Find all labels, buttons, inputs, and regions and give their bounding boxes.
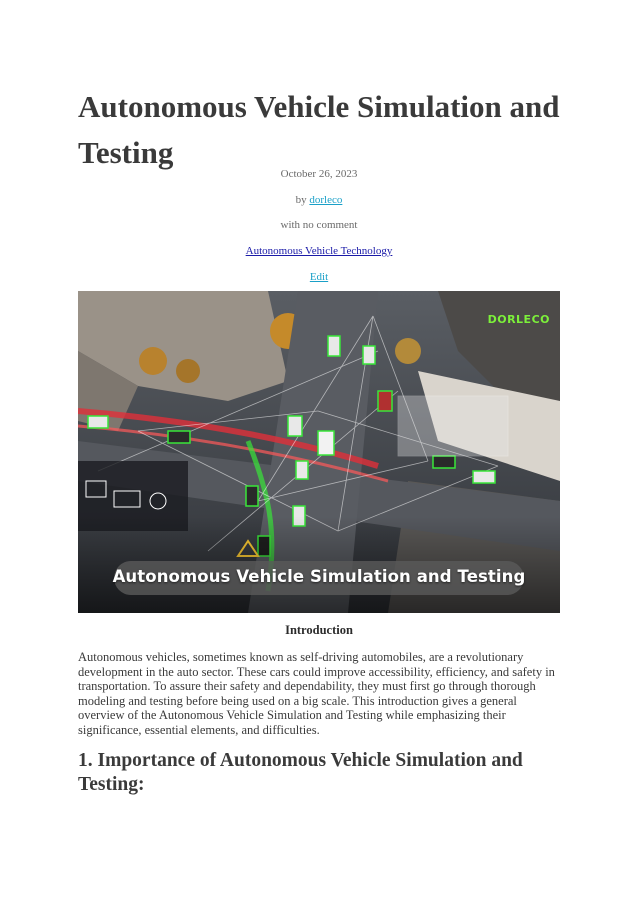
- category-line: [78, 244, 560, 258]
- by-prefix: by: [295, 194, 310, 206]
- hero-illustration: [78, 291, 560, 613]
- hero-caption: Autonomous Vehicle Simulation and Testing: [112, 567, 526, 586]
- edit-link[interactable]: Edit: [309, 271, 329, 283]
- dorleco-logo: DORLECO: [487, 313, 550, 326]
- author-link[interactable]: dorleco: [309, 194, 343, 206]
- edit-line: [78, 270, 560, 284]
- article-title: Autonomous Vehicle Simulation and Testing: [78, 89, 560, 170]
- comment-count: with no comment: [280, 219, 358, 231]
- section-1-heading: 1. Importance of Autonomous Vehicle Simulation and Testing:: [78, 750, 523, 795]
- hero-image: [78, 291, 560, 613]
- intro-heading: Introduction: [285, 623, 353, 637]
- intro-paragraph: Autonomous vehicles, sometimes known as self-driving automobiles, are a revolutionary development in the auto sector. These cars could improve accessibility, efficiency, and safety in transportation. To assure their safety and dependability, they must first go through thorough modeling and testing before being used on a big scale. This introduction gives a general overview of the Autonomous Vehicle Simulation and Testing while emphasizing their significance, essential elements, and difficulties.: [78, 650, 555, 737]
- category-link[interactable]: Autonomous Vehicle Technology: [245, 245, 393, 257]
- post-author-line: [78, 193, 560, 207]
- post-date: October 26, 2023: [280, 168, 358, 180]
